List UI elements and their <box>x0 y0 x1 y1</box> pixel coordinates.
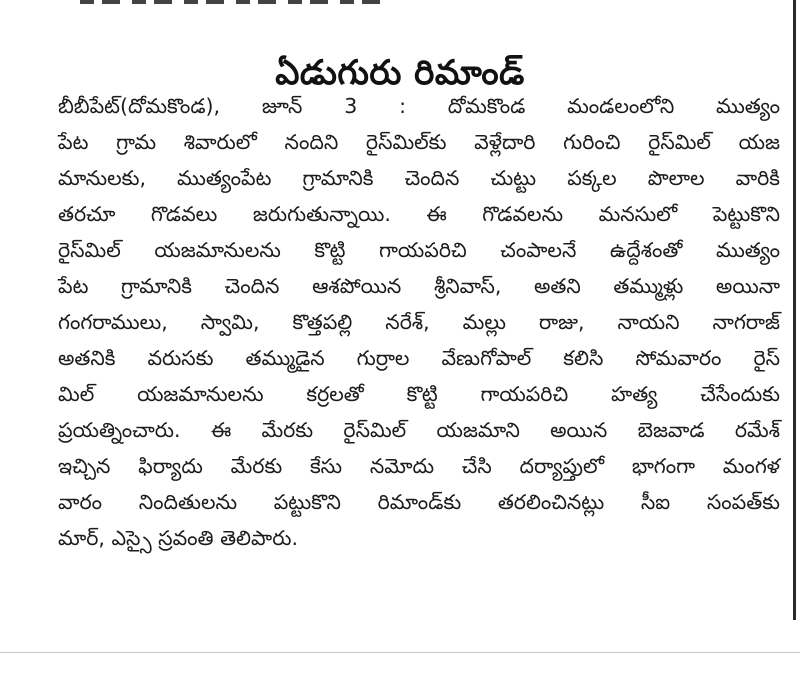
previous-article-fragment <box>80 0 380 6</box>
article-line: వారం నిందితులను పట్టుకొని రిమాండ్‌కు తరలించినట్లు సీఐ సంపత్‌కు <box>58 490 780 514</box>
article-line: మార్, ఎస్సై స్రవంతి తెలిపారు. <box>58 526 298 550</box>
article-body <box>58 88 780 556</box>
article-line: రైస్‌మిల్ యజమానులను కొట్టి గాయపరిచి చంపాలనే ఉద్దేశంతో ముత్యం <box>58 238 780 262</box>
article-line: ప్రయత్నించారు. ఈ మేరకు రైస్‌మిల్ యజమాని అయిన బెజవాడ రమేశ్ <box>58 418 780 442</box>
article-line: పేట గ్రామ శివారులో నందిని రైస్‌మిల్‌కు వెళ్లేదారి గురించి రైస్‌మిల్ యజ <box>58 130 780 154</box>
article-line: మిల్ యజమానులను కర్రలతో కొట్టి గాయపరిచి హత్య చేసేందుకు <box>58 382 780 406</box>
article-line: గంగరాములు, స్వామి, కొత్తపల్లి నరేశ్, మల్లు రాజు, నాయని నాగరాజ్ <box>58 310 780 334</box>
bottom-divider <box>0 652 800 653</box>
article-line: పేట గ్రామానికి చెందిన ఆశపోయిన శ్రీనివాస్, అతని తమ్ముళ్లు అయినా <box>58 274 780 298</box>
article-line: అతనికి వరుసకు తమ్ముడైన గుర్రాల వేణుగోపాల్ కలిసి సోమవారం రైస్ <box>58 346 780 370</box>
article-line: తరచూ గొడవలు జరుగుతున్నాయి. ఈ గొడవలను మనసులో పెట్టుకొని <box>58 202 780 226</box>
article-headline: ఏడుగురు రిమాండ్ <box>275 52 525 93</box>
article-line: బీబీపేట్(దోమకొండ), జూన్ 3 : దోమకొండ మండలంలోని ముత్యం <box>58 94 780 118</box>
article-line: ఇచ్చిన ఫిర్యాదు మేరకు కేసు నమోదు చేసి దర్యాప్తులో భాగంగా మంగళ <box>58 454 780 478</box>
article-line: మానులకు, ముత్యంపేట గ్రామానికి చెందిన చుట్టు పక్కల పొలాల వారికి <box>58 166 780 190</box>
